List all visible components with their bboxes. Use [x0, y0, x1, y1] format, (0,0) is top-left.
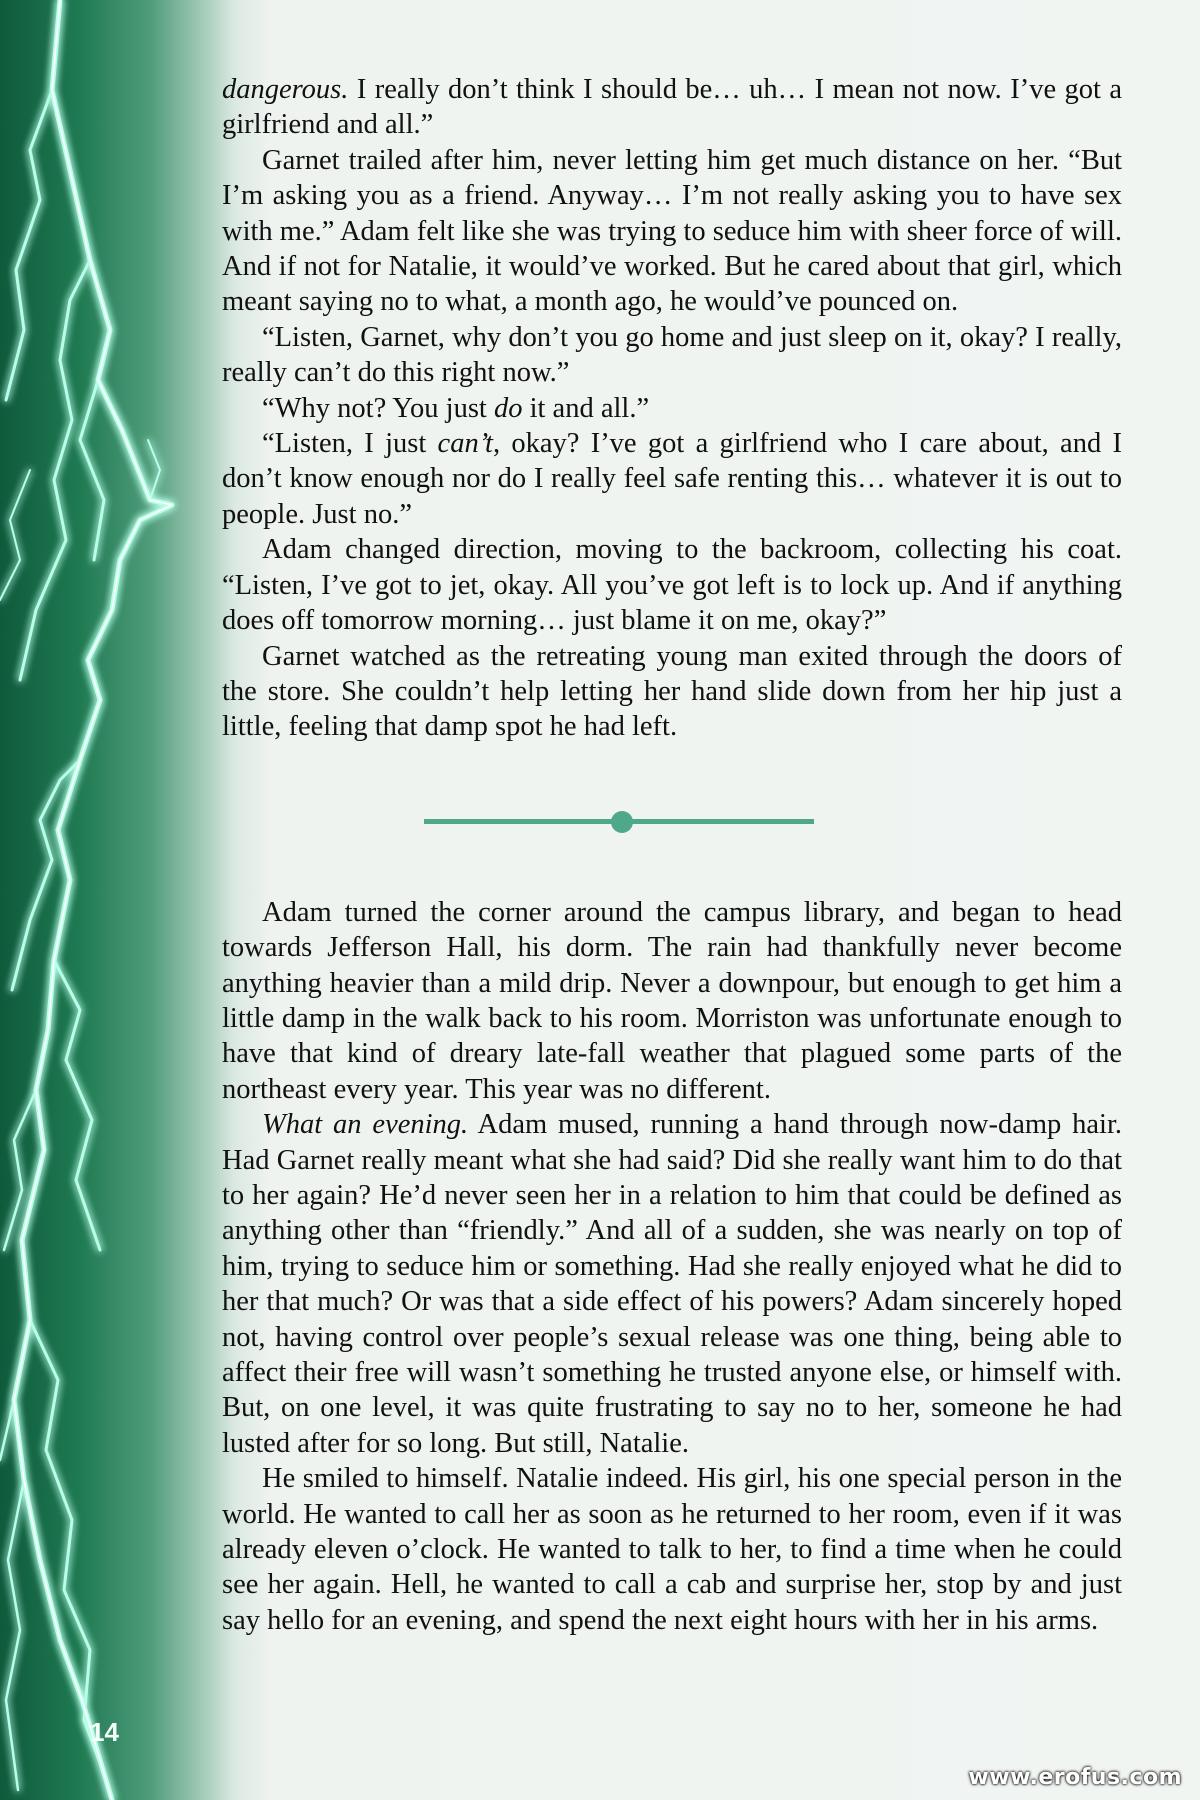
lightning-bolt-decoration [0, 0, 210, 1800]
section-top [222, 72, 1122, 745]
paragraph [222, 639, 1122, 745]
text-run: Garnet watched as the retreating young man exited through the doors of the store. She couldn’t help letting her hand slide down from her hip just a little, feeling that damp spot he had left. [222, 640, 1122, 743]
paragraph [222, 72, 1122, 143]
paragraph [222, 1107, 1122, 1461]
section-divider [222, 789, 1122, 853]
text-body [222, 72, 1122, 1638]
paragraph [222, 1461, 1122, 1638]
paragraph [222, 143, 1122, 320]
text-run: Adam changed direction, moving to the backroom, collecting his coat. “Listen, I’ve got to jet, okay. All you’ve got left is to lock up. And if anything does off tomorrow morning… just blame it on me, okay?” [222, 534, 1122, 637]
italic-text-run: What an evening. [262, 1109, 469, 1141]
paragraph [222, 391, 1122, 426]
italic-text-run: do [493, 392, 523, 424]
paragraph [222, 320, 1122, 391]
paragraph [222, 895, 1122, 1107]
text-run: Garnet trailed after him, never letting him get much distance on her. “But I’m asking you as a friend. Anyway… I’m not really asking you to have sex with me.” Adam felt like she was trying to seduce him with sheer force of will. And if not for Natalie, it would’ve worked. But he cared about that girl, which meant saying no to what, a month ago, he would’ve pounced on. [222, 144, 1122, 318]
text-run: “Listen, Garnet, why don’t you go home and just sleep on it, okay? I really, really can’t do this right now.” [222, 321, 1122, 389]
divider-dot [611, 811, 633, 833]
text-run: Adam mused, running a hand through now-damp hair. Had Garnet really meant what she had said? Did she really want him to do that to her again? He’d never seen her in a relation to him that could be defined as anything other than “friendly.” And all of a sudden, she was nearly on top of him, trying to seduce him or something. Had she really enjoyed what he did to her that much? Or was that a side effect of his powers? Adam sincerely hoped not, having control over people’s sexual release was one thing, being able to affect their free will wasn’t something he trusted anyone else, or himself with. But, on one level, it was quite frustrating to say no to her, someone he had lusted after for so long. But still, Natalie. [222, 1109, 1123, 1459]
page-number: 14 [90, 1717, 119, 1747]
text-run: it and all.” [522, 392, 650, 424]
italic-text-run: can’t [437, 428, 493, 460]
paragraph [222, 426, 1122, 532]
text-run: , okay? I’ve got a girlfriend who I care about, and I don’t know enough nor do I really feel safe renting this… whatever it is out to people. Just no.” [222, 428, 1122, 530]
watermark: www.erofus.com [968, 1765, 1182, 1790]
text-run: “Why not? You just [262, 392, 494, 424]
text-run: Adam turned the corner around the campus library, and began to head towards Jefferson Hall, his dorm. The rain had thankfully never become anything heavier than a mild drip. Never a downpour, but enough to get him a little damp in the walk back to his room. Morriston was unfortunate enough to have that kind of dreary late-fall weather that plagued some parts of the northeast every year. This year was no different. [222, 896, 1122, 1105]
italic-text-run: dangerous. [222, 74, 349, 105]
paragraph [222, 532, 1122, 638]
text-run: “Listen, I just [262, 428, 438, 460]
section-bottom [222, 895, 1122, 1639]
text-run: He smiled to himself. Natalie indeed. His girl, his one special person in the world. He wanted to call her as soon as he returned to her room, even if it was already eleven o’clock. He wanted to talk to her, to find a time when he could see her again. Hell, he wanted to call a cab and surprise her, stop by and just say hello for an evening, and spend the next eight hours with her in his arms. [222, 1463, 1122, 1636]
text-run: I really don’t think I should be… uh… I mean not now. I’ve got a girlfriend and all.” [222, 74, 1122, 141]
